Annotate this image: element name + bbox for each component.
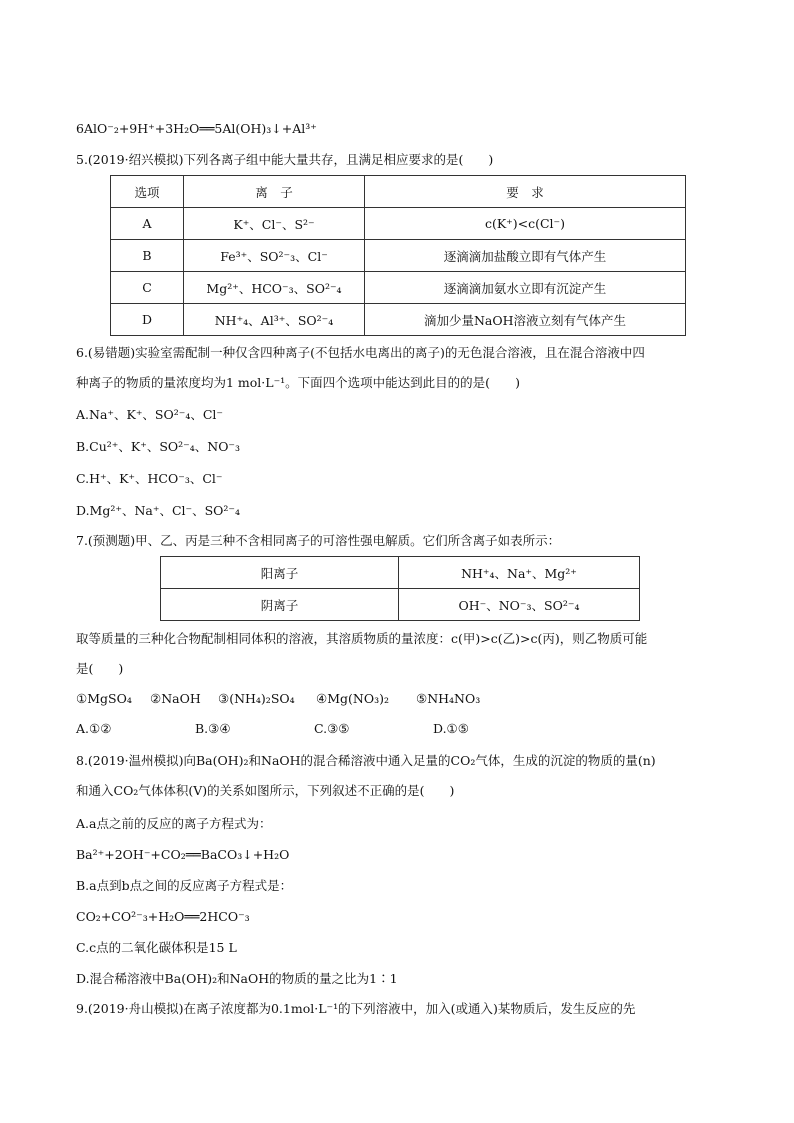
table-row bbox=[111, 208, 686, 240]
cell-cation-label: 阳离子 bbox=[161, 557, 399, 589]
q8-equation-b: CO₂+CO²⁻₃+H₂O══2HCO⁻₃ bbox=[76, 909, 250, 924]
q7-body-line2: 是( ) bbox=[76, 661, 124, 676]
cell-ions: Fe³⁺、SO²⁻₃、Cl⁻ bbox=[184, 240, 365, 272]
q5-header-option: 选项 bbox=[111, 176, 184, 208]
q8-equation-a: Ba²⁺+2OH⁻+CO₂══BaCO₃↓+H₂O bbox=[76, 847, 290, 862]
substance-item: ⑤NH₄NO₃ bbox=[416, 691, 481, 706]
cell-ions: Mg²⁺、HCO⁻₃、SO²⁻₄ bbox=[184, 272, 365, 304]
option-item: A.①② bbox=[76, 721, 112, 736]
table-row bbox=[161, 589, 640, 621]
substance-item: ④Mg(NO₃)₂ bbox=[316, 691, 389, 706]
table-row bbox=[161, 557, 640, 589]
q7-table bbox=[160, 556, 640, 621]
q6-option-d: D.Mg²⁺、Na⁺、Cl⁻、SO²⁻₄ bbox=[76, 503, 241, 518]
q6-stem-line1: 6.(易错题)实验室需配制一种仅含四种离子(不包括水电离出的离子)的无色混合溶液，且在混合溶液中四 bbox=[76, 345, 645, 360]
q7-substances bbox=[76, 690, 480, 708]
cell-option: D bbox=[111, 304, 184, 336]
cell-ions: K⁺、Cl⁻、S²⁻ bbox=[184, 208, 365, 240]
q9-stem: 9.(2019·舟山模拟)在离子浓度都为0.1mol·L⁻¹的下列溶液中，加入(或通入)某物质后，发生反应的先 bbox=[76, 1001, 636, 1016]
q8-option-d: D.混合稀溶液中Ba(OH)₂和NaOH的物质的量之比为1∶1 bbox=[76, 971, 398, 986]
equation-line: 6AlO⁻₂+9H⁺+3H₂O══5Al(OH)₃↓+Al³⁺ bbox=[76, 121, 317, 136]
q6-option-c: C.H⁺、K⁺、HCO⁻₃、Cl⁻ bbox=[76, 471, 223, 486]
q5-stem: 5.(2019·绍兴模拟)下列各离子组中能大量共存，且满足相应要求的是( ) bbox=[76, 152, 494, 167]
cell-requirement: 滴加少量NaOH溶液立刻有气体产生 bbox=[365, 304, 686, 336]
cell-ions: NH⁺₄、Al³⁺、SO²⁻₄ bbox=[184, 304, 365, 336]
cell-anions: OH⁻、NO⁻₃、SO²⁻₄ bbox=[399, 589, 640, 621]
q5-header-requirement: 要 求 bbox=[365, 176, 686, 208]
cell-option: B bbox=[111, 240, 184, 272]
cell-requirement: c(K⁺)<c(Cl⁻) bbox=[365, 208, 686, 240]
table-row bbox=[111, 240, 686, 272]
substance-item: ②NaOH bbox=[150, 691, 201, 706]
table-row bbox=[111, 272, 686, 304]
q8-option-b: B.a点到b点之间的反应离子方程式是： bbox=[76, 878, 293, 893]
q6-stem-line2: 种离子的物质的量浓度均为1 mol·L⁻¹。下面四个选项中能达到此目的的是( ) bbox=[76, 375, 520, 390]
option-item: B.③④ bbox=[195, 721, 231, 736]
q8-stem-line2: 和通入CO₂气体体积(V)的关系如图所示，下列叙述不正确的是( ) bbox=[76, 783, 455, 798]
q8-stem-line1: 8.(2019·温州模拟)向Ba(OH)₂和NaOH的混合稀溶液中通入足量的CO₂气体，生成的沉淀的物质的量(n) bbox=[76, 753, 656, 768]
q7-options bbox=[76, 720, 469, 738]
option-item: C.③⑤ bbox=[314, 721, 350, 736]
cell-option: C bbox=[111, 272, 184, 304]
cell-option: A bbox=[111, 208, 184, 240]
option-item: D.①⑤ bbox=[433, 721, 469, 736]
q5-table bbox=[110, 175, 686, 336]
q8-option-c: C.c点的二氧化碳体积是15 L bbox=[76, 940, 237, 955]
substance-item: ①MgSO₄ bbox=[76, 691, 132, 706]
q8-option-a: A.a点之前的反应的离子方程式为： bbox=[76, 816, 272, 831]
q5-header-ions: 离 子 bbox=[184, 176, 365, 208]
q7-stem: 7.(预测题)甲、乙、丙是三种不含相同离子的可溶性强电解质。它们所含离子如表所示： bbox=[76, 533, 561, 548]
substance-item: ③(NH₄)₂SO₄ bbox=[218, 691, 295, 706]
cell-anion-label: 阴离子 bbox=[161, 589, 399, 621]
cell-requirement: 逐滴滴加氨水立即有沉淀产生 bbox=[365, 272, 686, 304]
q6-option-a: A.Na⁺、K⁺、SO²⁻₄、Cl⁻ bbox=[76, 407, 224, 422]
cell-cations: NH⁺₄、Na⁺、Mg²⁺ bbox=[399, 557, 640, 589]
q7-body-line1: 取等质量的三种化合物配制相同体积的溶液，其溶质物质的量浓度：c(甲)>c(乙)>c(丙)，则乙物质可能 bbox=[76, 631, 648, 646]
table-row bbox=[111, 304, 686, 336]
cell-requirement: 逐滴滴加盐酸立即有气体产生 bbox=[365, 240, 686, 272]
q6-option-b: B.Cu²⁺、K⁺、SO²⁻₄、NO⁻₃ bbox=[76, 439, 241, 454]
